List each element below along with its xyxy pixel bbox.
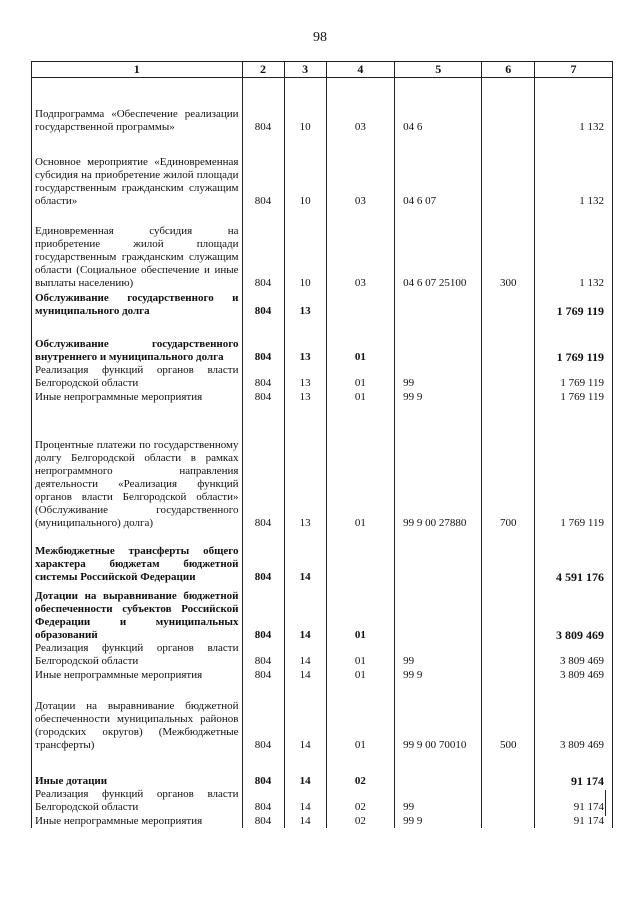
row-target-article bbox=[395, 530, 482, 584]
row-admin-code: 804 bbox=[242, 208, 284, 290]
row-section: 13 bbox=[284, 390, 326, 404]
table-row bbox=[32, 404, 613, 530]
row-amount: 1 132 bbox=[535, 78, 613, 134]
row-amount: 1 769 119 bbox=[535, 364, 613, 390]
table-row bbox=[32, 78, 613, 134]
row-amount: 1 769 119 bbox=[535, 318, 613, 364]
row-admin-code: 804 bbox=[242, 682, 284, 752]
row-name: Реализация функций органов власти Белгородской области bbox=[32, 364, 243, 390]
row-name: Подпрограмма «Обеспечение реализации государственной программы» bbox=[32, 78, 243, 134]
row-admin-code: 804 bbox=[242, 290, 284, 318]
row-target-article: 99 9 bbox=[395, 390, 482, 404]
table-row bbox=[32, 134, 613, 208]
row-expense-type bbox=[482, 814, 535, 828]
table-row bbox=[32, 682, 613, 752]
row-subsection: 01 bbox=[326, 682, 394, 752]
row-expense-type bbox=[482, 364, 535, 390]
row-admin-code: 804 bbox=[242, 364, 284, 390]
row-name: Реализация функций органов власти Белгородской области bbox=[32, 642, 243, 668]
budget-table bbox=[31, 61, 613, 828]
edge-mark bbox=[605, 790, 606, 816]
row-expense-type bbox=[482, 752, 535, 788]
row-name: Единовременная субсидия на приобретение жилой площади государственным гражданским служащим области (Социальное обеспечение и иные выплаты населению) bbox=[32, 208, 243, 290]
row-admin-code: 804 bbox=[242, 788, 284, 814]
row-name: Иные дотации bbox=[32, 752, 243, 788]
table-row bbox=[32, 814, 613, 828]
row-admin-code: 804 bbox=[242, 530, 284, 584]
page-number: 98 bbox=[313, 30, 327, 45]
row-subsection: 03 bbox=[326, 208, 394, 290]
row-name: Дотации на выравнивание бюджетной обеспеченности субъектов Российской Федерации и муниципальных образований bbox=[32, 584, 243, 642]
row-amount: 91 174 bbox=[535, 752, 613, 788]
row-amount: 91 174 bbox=[535, 814, 613, 828]
row-expense-type bbox=[482, 290, 535, 318]
row-expense-type bbox=[482, 530, 535, 584]
row-subsection: 01 bbox=[326, 318, 394, 364]
row-name: Обслуживание государственного и муниципального долга bbox=[32, 290, 243, 318]
row-section: 10 bbox=[284, 208, 326, 290]
row-target-article bbox=[395, 584, 482, 642]
row-target-article bbox=[395, 752, 482, 788]
row-subsection: 02 bbox=[326, 788, 394, 814]
header-col-3: 3 bbox=[284, 62, 326, 78]
table-row bbox=[32, 788, 613, 814]
row-subsection bbox=[326, 290, 394, 318]
row-section: 14 bbox=[284, 682, 326, 752]
row-subsection bbox=[326, 530, 394, 584]
row-section: 13 bbox=[284, 318, 326, 364]
row-section: 14 bbox=[284, 584, 326, 642]
row-admin-code: 804 bbox=[242, 134, 284, 208]
row-admin-code: 804 bbox=[242, 642, 284, 668]
header-col-1: 1 bbox=[32, 62, 243, 78]
table-row bbox=[32, 318, 613, 364]
row-name: Межбюджетные трансферты общего характера бюджетам бюджетной системы Российской Федерации bbox=[32, 530, 243, 584]
row-target-article: 99 9 bbox=[395, 668, 482, 682]
row-name: Дотации на выравнивание бюджетной обеспеченности муниципальных районов (городских округов) (Межбюджетные трансферты) bbox=[32, 682, 243, 752]
row-target-article bbox=[395, 290, 482, 318]
row-target-article bbox=[395, 318, 482, 364]
row-name: Иные непрограммные мероприятия bbox=[32, 814, 243, 828]
table-row bbox=[32, 752, 613, 788]
row-amount: 1 769 119 bbox=[535, 404, 613, 530]
row-subsection: 01 bbox=[326, 404, 394, 530]
row-amount: 4 591 176 bbox=[535, 530, 613, 584]
row-section: 14 bbox=[284, 668, 326, 682]
row-expense-type bbox=[482, 78, 535, 134]
row-target-article: 04 6 07 25100 bbox=[395, 208, 482, 290]
row-admin-code: 804 bbox=[242, 752, 284, 788]
table-row bbox=[32, 642, 613, 668]
row-admin-code: 804 bbox=[242, 390, 284, 404]
row-admin-code: 804 bbox=[242, 78, 284, 134]
row-amount: 3 809 469 bbox=[535, 584, 613, 642]
row-expense-type bbox=[482, 584, 535, 642]
row-section: 14 bbox=[284, 814, 326, 828]
row-target-article: 99 bbox=[395, 642, 482, 668]
row-section: 10 bbox=[284, 134, 326, 208]
row-section: 14 bbox=[284, 530, 326, 584]
row-section: 13 bbox=[284, 290, 326, 318]
table-row bbox=[32, 668, 613, 682]
row-subsection: 01 bbox=[326, 364, 394, 390]
row-admin-code: 804 bbox=[242, 584, 284, 642]
header-col-5: 5 bbox=[395, 62, 482, 78]
table-header-row bbox=[32, 62, 613, 78]
table-row bbox=[32, 530, 613, 584]
row-expense-type bbox=[482, 642, 535, 668]
row-target-article: 99 9 bbox=[395, 814, 482, 828]
table-row bbox=[32, 364, 613, 390]
table-row bbox=[32, 584, 613, 642]
row-expense-type: 700 bbox=[482, 404, 535, 530]
row-name: Обслуживание государственного внутреннего и муниципального долга bbox=[32, 318, 243, 364]
row-name: Иные непрограммные мероприятия bbox=[32, 668, 243, 682]
row-subsection: 02 bbox=[326, 814, 394, 828]
row-name: Процентные платежи по государственному долгу Белгородской области в рамках непрограммного направления деятельности «Реализация функций органов власти Белгородской области» (Обслуживание государственного (муниципального) долга) bbox=[32, 404, 243, 530]
row-section: 13 bbox=[284, 364, 326, 390]
row-name: Иные непрограммные мероприятия bbox=[32, 390, 243, 404]
row-expense-type: 300 bbox=[482, 208, 535, 290]
header-col-7: 7 bbox=[535, 62, 613, 78]
table-row bbox=[32, 290, 613, 318]
row-name: Реализация функций органов власти Белгородской области bbox=[32, 788, 243, 814]
row-admin-code: 804 bbox=[242, 318, 284, 364]
row-section: 10 bbox=[284, 78, 326, 134]
row-subsection: 01 bbox=[326, 390, 394, 404]
row-subsection: 01 bbox=[326, 668, 394, 682]
row-target-article: 99 9 00 27880 bbox=[395, 404, 482, 530]
row-expense-type bbox=[482, 318, 535, 364]
row-subsection: 03 bbox=[326, 78, 394, 134]
row-amount: 1 769 119 bbox=[535, 290, 613, 318]
row-amount: 1 132 bbox=[535, 208, 613, 290]
row-subsection: 02 bbox=[326, 752, 394, 788]
row-admin-code: 804 bbox=[242, 814, 284, 828]
row-expense-type bbox=[482, 134, 535, 208]
row-expense-type bbox=[482, 788, 535, 814]
row-subsection: 01 bbox=[326, 642, 394, 668]
row-section: 14 bbox=[284, 642, 326, 668]
row-section: 14 bbox=[284, 788, 326, 814]
row-amount: 3 809 469 bbox=[535, 668, 613, 682]
row-name: Основное мероприятие «Единовременная субсидия на приобретение жилой площади государственным гражданским служащим области» bbox=[32, 134, 243, 208]
row-amount: 91 174 bbox=[535, 788, 613, 814]
row-section: 13 bbox=[284, 404, 326, 530]
row-target-article: 99 bbox=[395, 364, 482, 390]
row-amount: 1 769 119 bbox=[535, 390, 613, 404]
row-amount: 1 132 bbox=[535, 134, 613, 208]
header-col-4: 4 bbox=[326, 62, 394, 78]
row-target-article: 04 6 07 bbox=[395, 134, 482, 208]
row-amount: 3 809 469 bbox=[535, 642, 613, 668]
row-amount: 3 809 469 bbox=[535, 682, 613, 752]
row-subsection: 01 bbox=[326, 584, 394, 642]
row-target-article: 04 6 bbox=[395, 78, 482, 134]
row-admin-code: 804 bbox=[242, 668, 284, 682]
row-expense-type: 500 bbox=[482, 682, 535, 752]
row-admin-code: 804 bbox=[242, 404, 284, 530]
header-col-6: 6 bbox=[482, 62, 535, 78]
table-row bbox=[32, 390, 613, 404]
table-row bbox=[32, 208, 613, 290]
header-col-2: 2 bbox=[242, 62, 284, 78]
row-subsection: 03 bbox=[326, 134, 394, 208]
row-target-article: 99 9 00 70010 bbox=[395, 682, 482, 752]
row-expense-type bbox=[482, 390, 535, 404]
row-expense-type bbox=[482, 668, 535, 682]
row-section: 14 bbox=[284, 752, 326, 788]
row-target-article: 99 bbox=[395, 788, 482, 814]
